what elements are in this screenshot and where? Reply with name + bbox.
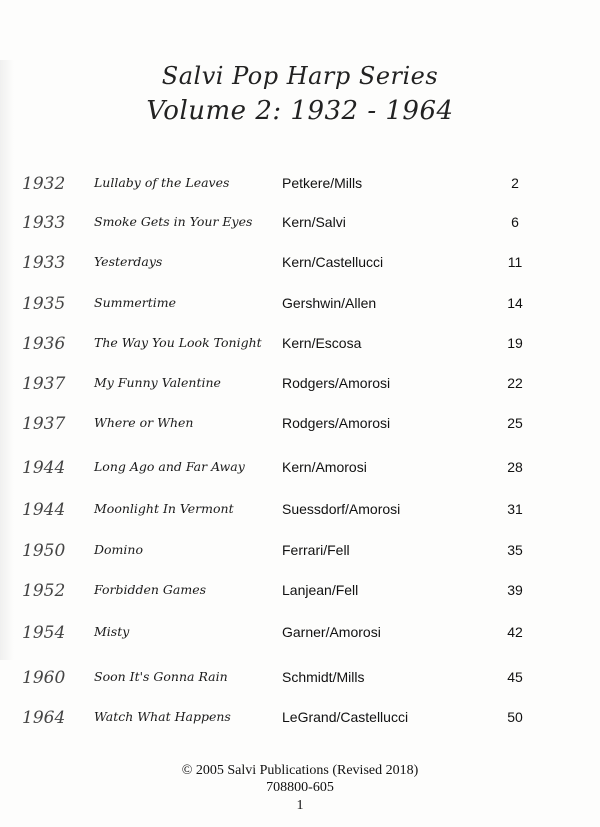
- series-title: Salvi Pop Harp Series: [161, 62, 439, 90]
- entry-song: Misty: [94, 624, 130, 639]
- entry-song: Domino: [94, 542, 143, 557]
- entry-year: 1933: [22, 213, 66, 233]
- list-item: [0, 253, 600, 277]
- catalog-number: 708800-605: [266, 780, 334, 795]
- entry-song: Where or When: [94, 415, 194, 430]
- list-item: [0, 668, 600, 692]
- list-item: [0, 374, 600, 398]
- entry-year: 1935: [22, 294, 66, 314]
- entry-year: 1944: [22, 500, 66, 520]
- list-item: [0, 174, 600, 198]
- entry-arranger: Rodgers/Amorosi: [282, 415, 391, 431]
- list-item: [0, 414, 600, 438]
- entry-song: Summertime: [94, 295, 176, 310]
- entry-year: 1937: [22, 374, 66, 394]
- entry-year: 1952: [22, 581, 66, 601]
- entry-page: 42: [507, 624, 523, 640]
- entry-arranger: Garner/Amorosi: [282, 624, 381, 640]
- entry-year: 1964: [22, 708, 66, 728]
- entry-song: My Funny Valentine: [94, 375, 221, 390]
- entry-year: 1954: [22, 623, 66, 643]
- list-item: [0, 458, 600, 482]
- volume-title: Volume 2: 1932 - 1964: [146, 96, 454, 126]
- entry-page: 35: [507, 542, 523, 558]
- entry-page: 45: [507, 669, 523, 685]
- entry-page: 50: [507, 709, 523, 725]
- entry-arranger: Kern/Salvi: [282, 214, 346, 230]
- list-item: [0, 708, 600, 732]
- entry-song: Smoke Gets in Your Eyes: [94, 214, 253, 229]
- entry-page: 2: [511, 175, 519, 191]
- entry-song: Long Ago and Far Away: [94, 459, 245, 474]
- entry-arranger: Schmidt/Mills: [282, 669, 365, 685]
- entry-year: 1933: [22, 253, 66, 273]
- entry-song: Soon It's Gonna Rain: [94, 669, 228, 684]
- entry-page: 22: [507, 375, 523, 391]
- entry-year: 1932: [22, 174, 66, 194]
- entry-year: 1960: [22, 668, 66, 688]
- entry-page: 28: [507, 459, 523, 475]
- entry-song: Forbidden Games: [94, 582, 207, 597]
- entry-arranger: Rodgers/Amorosi: [282, 375, 391, 391]
- entry-song: Yesterdays: [94, 254, 163, 269]
- entry-arranger: Kern/Amorosi: [282, 459, 367, 475]
- entry-arranger: Lanjean/Fell: [282, 582, 359, 598]
- entry-year: 1950: [22, 541, 66, 561]
- entry-arranger: Kern/Escosa: [282, 335, 362, 351]
- entry-year: 1937: [22, 414, 66, 434]
- entry-page: 11: [507, 254, 523, 270]
- page-edge-shadow: [0, 60, 14, 660]
- copyright-notice: © 2005 Salvi Publications (Revised 2018): [181, 763, 419, 778]
- entry-year: 1936: [22, 334, 66, 354]
- entry-song: Watch What Happens: [94, 709, 231, 724]
- list-item: [0, 500, 600, 524]
- entry-arranger: Petkere/Mills: [282, 175, 363, 191]
- entry-song: Moonlight In Vermont: [94, 501, 234, 516]
- list-item: [0, 541, 600, 565]
- list-item: [0, 581, 600, 605]
- list-item: [0, 623, 600, 647]
- entry-page: 14: [507, 295, 523, 311]
- entry-year: 1944: [22, 458, 66, 478]
- page-number: 1: [296, 798, 304, 813]
- entry-arranger: Kern/Castellucci: [282, 254, 384, 270]
- entry-page: 19: [507, 335, 523, 351]
- entry-arranger: Suessdorf/Amorosi: [282, 501, 401, 517]
- entry-arranger: Gershwin/Allen: [282, 295, 377, 311]
- entry-arranger: LeGrand/Castellucci: [282, 709, 409, 725]
- entry-page: 6: [511, 214, 519, 230]
- entry-page: 39: [507, 582, 523, 598]
- list-item: [0, 294, 600, 318]
- entry-page: 25: [507, 415, 523, 431]
- entry-page: 31: [507, 501, 523, 517]
- list-item: [0, 213, 600, 237]
- entry-song: Lullaby of the Leaves: [94, 175, 230, 190]
- entry-song: The Way You Look Tonight: [94, 335, 262, 350]
- entry-arranger: Ferrari/Fell: [282, 542, 350, 558]
- list-item: [0, 334, 600, 358]
